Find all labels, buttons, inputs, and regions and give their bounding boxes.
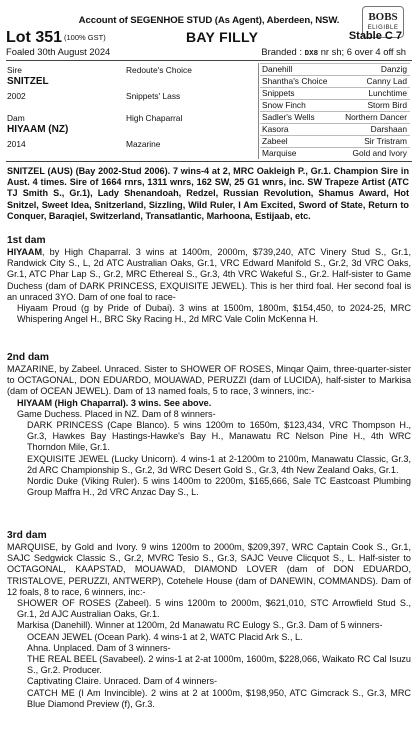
progeny-line: Game Duchess. Placed in NZ. Dam of 8 winners-	[17, 408, 216, 419]
divider	[6, 60, 412, 61]
progeny-line: Ahna. Unplaced. Dam of 3 winners-	[27, 642, 171, 653]
brand-value: DX8	[304, 50, 319, 58]
vendor-account: Account of SEGENHOE STUD (As Agent), Aberdeen, NSW.	[78, 15, 340, 26]
progeny-line: CATCH ME (I Am Invincible). 2 wins at 2 at 1000m, $198,950, ATC Gimcrack S., Gr.3, MRC Blue Diamond Preview (f), Gr.3.	[27, 687, 411, 709]
dam-year: 2014	[7, 139, 26, 149]
second-dam-section	[7, 352, 411, 498]
gst-note: (100% GST)	[64, 33, 106, 43]
section-heading: 2nd dam	[7, 352, 49, 363]
sire-year: 2002	[7, 91, 26, 101]
logo-text: BOBS	[368, 11, 398, 23]
section-heading: 3rd dam	[7, 530, 47, 541]
horse-sex-colour: BAY FILLY	[186, 29, 259, 45]
pedigree-g4-row: Shantha's Choice Canny Lad	[260, 75, 410, 86]
dam-label: Dam	[7, 113, 25, 123]
pedigree-g4-row: Kasora Darshaan	[260, 123, 410, 134]
pedigree-g4-row: Snow Finch Storm Bird	[260, 99, 410, 110]
pedigree-g4-row: Sadler's Wells Northern Dancer	[260, 111, 410, 122]
sire-summary: SNITZEL (AUS) (Bay 2002-Stud 2006). 7 wins-4 at 2, MRC Oakleigh P., Gr.1. Champion Sire in Aust. 4 times. Sire of 1664 rnrs, 1311 wnrs, 162 SW, 25 G1 wnrs, inc. SW Trapeze Artist (ATC TJ Smith S., Gr.1), Lady Shenandoah, Redzel, Russian Revolution, Shamus Award, Hot Snitzel, Sweet Idea, Snitzerland, Sizzling, Wild Ruler, I Am Excited, Sword of State, Return to Conquer, Baraqiel, Switzerland, Transatlantic, Marhoona, Estijaab, etc.	[7, 166, 409, 221]
dam-paragraph: MARQUISE, by Gold and Ivory. 9 wins 1200m to 2000m, $209,397, WRC Captain Cook S., Gr.1, SAJC Sedgwick Classic S., Gr.2, MVRC Tesio S., Gr.3, SAJC Veuve Clicquot S., L. Half-sister to OCTAGONAL, KAAPSTAD, MOUAWAD, DIAMOND LOVER (dam of DON EDUARDO, TRISTALOVE, PERUZZI, ANTWERP), Cotehele House (dam of DANEWIN, COMMANDS). Dam of 12 foals, 8 to race, 6 winners, inc:-	[7, 542, 411, 597]
progeny-line: HIYAAM (High Chaparral). 3 wins. See above.	[17, 397, 212, 408]
progeny-line: SHOWER OF ROSES (Zabeel). 5 wins 1200m to 2000m, $621,010, STC Arrowfield Stud S., Gr.1, 2d AJC Australian Oaks, Gr.1.	[17, 598, 411, 620]
pedigree-divider	[258, 63, 259, 159]
divider	[6, 161, 412, 162]
logo-subtext: ELIGIBLE	[367, 25, 399, 31]
dam-paragraph: HIYAAM, by High Chaparral. 3 wins at 1400m, 2000m, $739,240, ATC Vinery Stud S., Gr.1, Randwick City S., L, 2d ATC Australian Oaks, Gr.1, VRC Edward Manifold S., Gr.2, 3d VRC Oaks, Gr.1, ATC Phar Lap S., Gr.2, MRC Ethereal S., Gr.3, 4th VRC Wakeful S., Gr.2. Half-sister to Game Duchess (dam of DARK PRINCESS, EXQUISITE JEWEL). This is her third foal. Her second foal is an unraced 3YO. Dam of one foal to race-	[7, 247, 411, 302]
sire-dam: Snippets' Lass	[126, 91, 181, 101]
lot-header	[6, 29, 410, 45]
dam-name: HIYAAM (NZ)	[7, 124, 69, 135]
foaled-date: Foaled 30th August 2024	[6, 46, 111, 57]
pedigree-table	[6, 63, 410, 159]
dam-dam: Mazarine	[126, 139, 161, 149]
third-dam-section	[7, 530, 411, 710]
progeny-line: OCEAN JEWEL (Ocean Park). 4 wins-1 at 2, WATC Placid Ark S., L.	[27, 631, 303, 642]
lot-number: Lot 351 (100% GST)	[6, 29, 106, 46]
progeny-line: THE REAL BEEL (Savabeel). 2 wins-1 at 2-at 1000m, 1600m, $228,066, Waikato RC Cal Isuzu S., Gr.2. Producer.	[27, 654, 411, 676]
pedigree-g4-row: Snippets Lunchtime	[260, 87, 410, 98]
first-dam-section	[7, 235, 411, 325]
progeny-line: EXQUISITE JEWEL (Lucky Unicorn). 4 wins-1 at 2-1200m to 2100m, Manawatu Classic, Gr.3, 2d ARC Championship S., Gr.2, 3d WRC Desert Gold S., Gr.3, 4th New Zealand Oaks, Gr.1.	[27, 453, 411, 475]
progeny-line: DARK PRINCESS (Cape Blanco). 5 wins 1200m to 1650m, $123,434, VRC Thompson H., Gr.3, Hawkes Bay Hastings-Hawke's Bay H., Manawatu RC Nelson Pine H., 4th WRC Thorndon Mile, Gr.1.	[27, 420, 411, 453]
dam-paragraph: MAZARINE, by Zabeel. Unraced. Sister to SHOWER OF ROSES, Minqar Qaim, three-quarter-sister to OCTAGONAL, DON EDUARDO, MOUAWAD, PERUZZI (dam of LUCIDA), half-sister to Markisa (dam of OCEAN JEWEL). Dam of 13 named foals, 5 to race, 3 winners, inc:-	[7, 364, 411, 397]
sire-sire: Redoute's Choice	[126, 65, 192, 75]
progeny-line: Nordic Duke (Viking Ruler). 5 wins 1400m to 2200m, $165,666, Sale TC Eastcoast Plumbing Group Maffra H., 2d VRC Anzac Day S., L.	[27, 476, 411, 498]
sire-name: SNITZEL	[7, 76, 49, 87]
pedigree-g4-row: Danehill Danzig	[260, 63, 410, 74]
progeny-line: Hiyaam Proud (g by Pride of Dubai). 3 wins at 1500m, 1800m, $154,450, to 2024-25, MRC Whispering Angel H., BRC Sky Racing H., 2d MRC Vale Colin McKenna H.	[17, 303, 411, 325]
pedigree-g4-row: Zabeel Sir Tristram	[260, 135, 410, 146]
brand-info: Branded : DX8 nr sh; 6 over 4 off sh	[261, 46, 406, 58]
progeny-line: Markisa (Danehill). Winner at 1200m, 2d Manawatu RC Eulogy S., Gr.3. Dam of 5 winners-	[17, 620, 383, 631]
pedigree-g4-row: Marquise Gold and Ivory	[260, 147, 410, 158]
stable-location: Stable C 7	[348, 30, 402, 42]
dam-sire: High Chaparral	[126, 113, 183, 123]
sire-label: Sire	[7, 65, 22, 75]
section-heading: 1st dam	[7, 235, 46, 246]
progeny-line: Captivating Claire. Unraced. Dam of 4 winners-	[27, 676, 218, 687]
